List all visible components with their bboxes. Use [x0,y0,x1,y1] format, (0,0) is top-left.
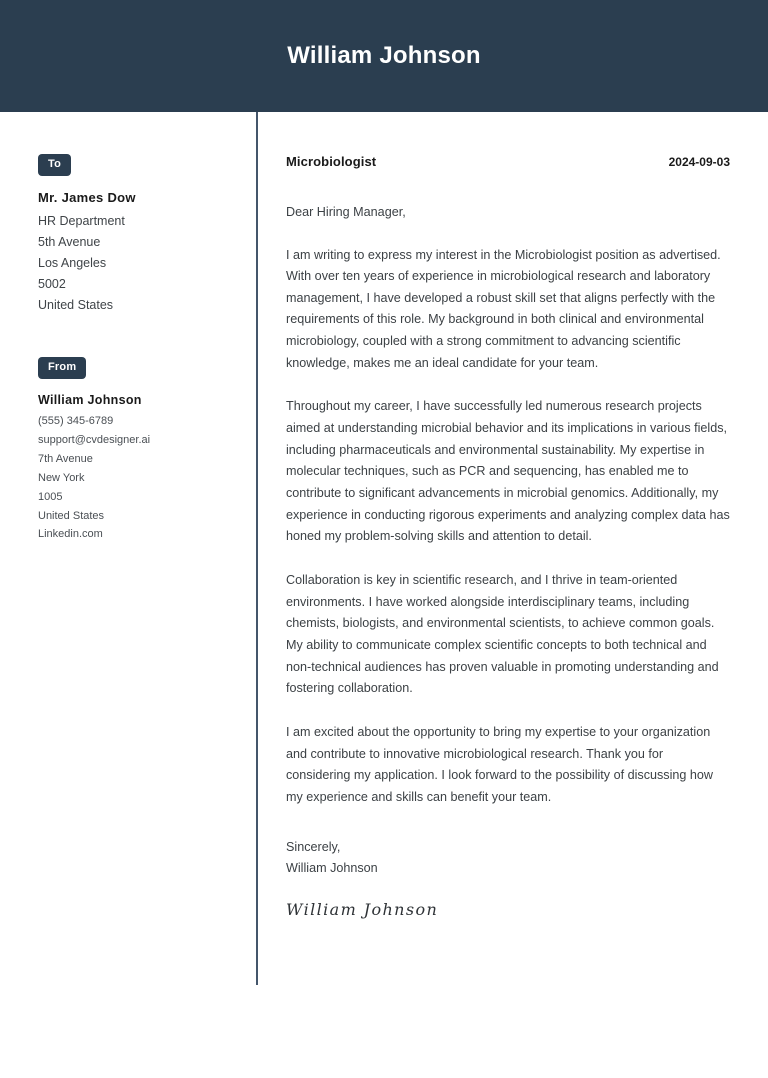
letter-paragraph: I am writing to express my interest in the Microbiologist position as advertised. With over ten years of experience in microbiological research and laboratory management, I have developed a robust skill set that aligns perfectly with the requirements of this role. My background in both clinical and environmental microbiology, coupled with a strong commitment to advancing scientific knowledge, makes me an ideal candidate for your team. [286,247,721,370]
sender-line: 1005 [38,490,63,503]
recipient-section [38,154,236,316]
document-body [0,112,768,919]
recipient-line: Los Angeles [38,256,107,270]
sender-line: United States [38,509,105,522]
job-title: Microbiologist [286,154,377,169]
sender-section [38,357,236,544]
closing-salutation: Sincerely, [286,839,341,854]
sender-address-block [38,393,236,544]
sender-line: New York [38,471,85,484]
sender-linkedin[interactable]: Linkedin.com [38,528,103,541]
recipient-line: 5002 [38,277,66,291]
letter-paragraph: Collaboration is key in scientific research, and I thrive in team-oriented environments. I have worked alongside interdisciplinary teams, including chemists, biologists, and environmental scientists, to achieve common goals. My ability to communicate complex scientific concepts to both technical and non-technical audiences has proven valuable in promoting understanding and fostering collaboration. [286,573,719,696]
recipient-address-block [38,190,236,316]
document-header [0,0,768,112]
sender-line: 7th Avenue [38,452,93,465]
letter-content [256,112,768,919]
header-applicant-name: William Johnson [287,42,481,69]
recipient-line: United States [38,298,114,312]
recipient-line: 5th Avenue [38,235,101,249]
recipient-line: HR Department [38,214,125,228]
column-divider [256,112,258,985]
sender-phone: (555) 345-6789 [38,415,114,427]
from-badge: From [38,357,86,379]
letter-paragraph: I am excited about the opportunity to bring my expertise to your organization and contribute to innovative microbiological research. Thank you for considering my application. I look forward to the possibility of discussing how my experience and skills can benefit your team. [286,724,714,804]
to-badge: To [38,154,71,176]
signature: William Johnson [286,899,439,919]
recipient-name: Mr. James Dow [38,190,136,205]
salutation: Dear Hiring Manager, [286,205,406,219]
letter-paragraph: Throughout my career, I have successfully led numerous research projects aimed at understanding microbial behavior and its implications in various fields, including pharmaceuticals and environmental sustainability. My expertise in molecular techniques, such as PCR and sequencing, has enabled me to contribute to significant advancements in microbial genomics. Additionally, my experience in conducting rigorous experiments and analyzing complex data has honed my problem-solving skills and attention to detail. [286,399,730,544]
sender-email[interactable]: support@cvdesigner.ai [38,433,151,446]
closing-name: William Johnson [286,861,378,876]
sender-name: William Johnson [38,393,142,407]
letter-date: 2024-09-03 [668,155,730,169]
sidebar [0,112,256,544]
letter-header-row [286,154,730,169]
closing-block [286,837,730,880]
